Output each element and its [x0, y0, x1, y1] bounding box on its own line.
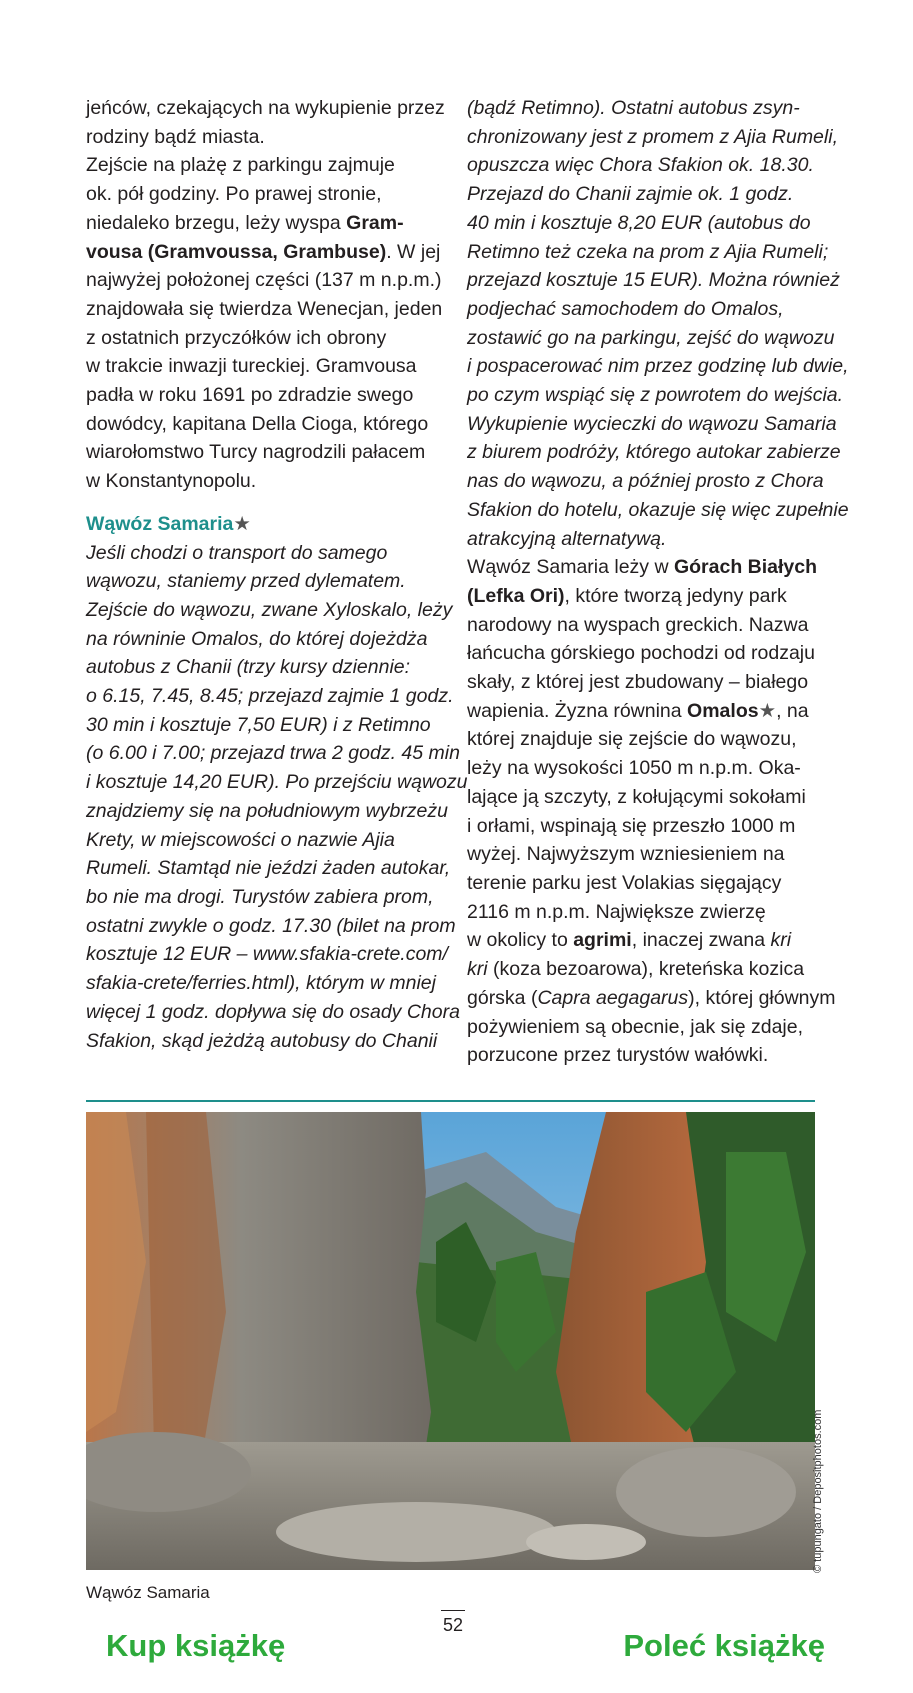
buy-book-link[interactable]: Kup książkę: [106, 1628, 286, 1663]
text-line: i orłami, wspinają się przeszło 1000 m: [467, 814, 796, 837]
text-line: skały, z której jest zbudowany – białego: [467, 671, 809, 694]
place-name-bold: Górach Białych: [673, 556, 818, 579]
text-line: chronizowany jest z promem z Ajia Rumeli,: [467, 125, 838, 148]
text-line: podjechać samochodem do Omalos,: [467, 297, 784, 320]
right-column: [467, 94, 849, 1070]
photo-credit: © tupungato / Depositphotos.com: [812, 1409, 824, 1573]
text-line: Jeśli chodzi o transport do samego: [86, 541, 388, 564]
text-line: której znajduje się zejście do wąwozu,: [467, 728, 797, 751]
text-line: ok. pół godziny. Po prawej stronie,: [86, 183, 382, 206]
text-line: leży na wysokości 1050 m n.p.m. Oka-: [467, 757, 801, 780]
place-name-bold: Omalos: [687, 699, 759, 722]
text-line: lające ją szczyty, z kołującymi sokołami: [467, 785, 806, 808]
text-span: Wąwóz Samaria leży w: [467, 556, 674, 579]
text-line: 30 min i kosztuje 7,50 EUR) i z Retimno: [86, 713, 431, 736]
place-name-bold: Gram-: [346, 211, 404, 234]
text-line: [467, 582, 832, 611]
text-line: sfakia-crete/ferries.html), którym w mniej: [86, 972, 436, 995]
text-line: pożywieniem są obecnie, jak się zdaje,: [467, 1015, 804, 1038]
text-line: Sfakion do hotelu, okazuje się więc zupełnie: [467, 498, 849, 521]
text-line: wiarołomstwo Turcy nagrodzili pałacem: [86, 441, 426, 464]
place-name-bold: (Lefka Ori): [467, 584, 565, 607]
text-line: Krety, w miejscowości o nazwie Ajia: [86, 828, 395, 851]
section-heading: [86, 510, 431, 539]
text-span: w okolicy to: [467, 929, 574, 952]
photo-caption: Wąwóz Samaria: [86, 1583, 210, 1602]
text-line: bo nie ma drogi. Turystów zabiera prom,: [86, 885, 434, 908]
text-line: terenie parku jest Volakias sięgający: [467, 871, 782, 894]
text-line: [467, 697, 832, 726]
text-line: (o 6.00 i 7.00; przejazd trwa 2 godz. 45 min: [86, 742, 460, 765]
text-line: [467, 926, 832, 955]
place-name-bold: vousa (Gramvoussa, Grambuse): [86, 240, 387, 263]
text-line: opuszcza więc Chora Sfakion ok. 18.30.: [467, 154, 814, 177]
text-line: dowódcy, kapitana Della Cioga, którego: [86, 412, 429, 435]
text-line: Zejście do wąwozu, zwane Xyloskalo, leży: [86, 598, 453, 621]
page-number: 52: [442, 1615, 464, 1635]
gorge-photo: [86, 1112, 815, 1570]
star-icon: ★: [233, 512, 251, 535]
text-line: 40 min i kosztuje 8,20 EUR (autobus do: [467, 211, 811, 234]
text-line: najwyżej położonej części (137 m n.p.m.): [86, 269, 442, 292]
text-line: wąwozu, staniemy przed dylematem.: [86, 570, 406, 593]
text-line: [86, 209, 431, 238]
text-span: , inaczej zwana: [631, 929, 771, 952]
text-line: znajdziemy się na południowym wybrzeżu: [86, 799, 448, 822]
text-line: znajdowała się twierdza Wenecjan, jeden: [86, 297, 443, 320]
animal-name-italic: kri: [467, 958, 488, 981]
text-line: z biurem podróży, którego autokar zabierze: [467, 441, 841, 464]
text-line: Przejazd do Chanii zajmie ok. 1 godz.: [467, 183, 794, 206]
text-line: 2116 m n.p.m. Największe zwierzę: [467, 900, 766, 923]
text-line: [467, 955, 832, 984]
text-line: łańcucha górskiego pochodzi od rodzaju: [467, 642, 815, 665]
text-span: . W jej: [386, 240, 441, 263]
text-line: Retimno też czeka na prom z Ajia Rumeli;: [467, 240, 829, 263]
text-span: niedaleko brzegu, leży wyspa: [86, 211, 347, 234]
animal-name-italic: kri: [770, 929, 792, 952]
text-span: (koza bezoarowa), kreteńska kozica: [487, 958, 805, 981]
text-span: górska (: [467, 986, 538, 1009]
text-line: z ostatnich przyczółków ich obrony: [86, 326, 387, 349]
text-line: po czym wspiąć się z powrotem do wejścia.: [467, 384, 844, 407]
text-line: jeńców, czekających na wykupienie przez: [86, 97, 445, 119]
text-line: rodziny bądź miasta.: [86, 125, 265, 148]
text-line: i pospacerować nim przez godzinę lub dwie,: [467, 355, 849, 378]
text-line: Sfakion, skąd jeżdżą autobusy do Chanii: [86, 1029, 438, 1052]
left-column: [86, 94, 468, 1055]
heading-text: Wąwóz Samaria: [86, 512, 234, 535]
text-line: porzucone przez turystów wałówki.: [467, 1044, 769, 1067]
text-line: (bądź Retimno). Ostatni autobus zsyn-: [467, 97, 800, 119]
text-line: padła w roku 1691 po zdradzie swego: [86, 384, 414, 407]
text-line: nas do wąwozu, a później prosto z Chora: [467, 470, 824, 493]
text-line: kosztuje 12 EUR – www.sfakia-crete.com/: [86, 943, 448, 966]
text-span: , które tworzą jedyny park: [564, 584, 787, 607]
text-line: przejazd kosztuje 15 EUR). Można również: [467, 269, 840, 292]
text-line: o 6.15, 7.45, 8.45; przejazd zajmie 1 godz.: [86, 685, 454, 708]
text-line: ostatni zwykle o godz. 17.30 (bilet na prom: [86, 914, 456, 937]
text-line: atrakcyjną alternatywą.: [467, 527, 667, 550]
text-line: zostawić go na parkingu, zejść do wąwozu: [467, 326, 835, 349]
section-divider: [86, 1100, 815, 1102]
page-number-rule: [441, 1610, 465, 1611]
text-line: narodowy na wyspach greckich. Nazwa: [467, 613, 809, 636]
text-line: [467, 553, 832, 582]
text-line: Rumeli. Stamtąd nie jeździ żaden autokar,: [86, 857, 451, 880]
text-line: i kosztuje 14,20 EUR). Po przejściu wąwozu: [86, 771, 468, 794]
recommend-book-link[interactable]: Poleć książkę: [623, 1628, 825, 1663]
text-span: ), której głównym: [688, 986, 836, 1009]
text-line: Wykupienie wycieczki do wąwozu Samaria: [467, 412, 837, 435]
text-line: autobus z Chanii (trzy kursy dziennie:: [86, 656, 411, 679]
text-line: na równinie Omalos, do której dojeżdża: [86, 627, 428, 650]
text-line: Zejście na plażę z parkingu zajmuje: [86, 154, 395, 177]
star-icon: ★: [758, 699, 777, 722]
text-line: [467, 984, 836, 1013]
latin-name-italic: Capra aegagarus: [537, 986, 689, 1009]
gorge-illustration: [86, 1112, 815, 1570]
text-line: wyżej. Najwyższym wzniesieniem na: [467, 843, 785, 866]
text-line: więcej 1 godz. dopływa się do osady Chora: [86, 1000, 460, 1023]
text-line: [86, 238, 441, 267]
animal-name-bold: agrimi: [573, 929, 632, 952]
text-span: , na: [776, 699, 809, 722]
text-line: w Konstantynopolu.: [86, 470, 257, 493]
text-span: wapienia. Żyzna równina: [467, 699, 688, 722]
text-line: w trakcie inwazji tureckiej. Gramvousa: [86, 355, 417, 378]
